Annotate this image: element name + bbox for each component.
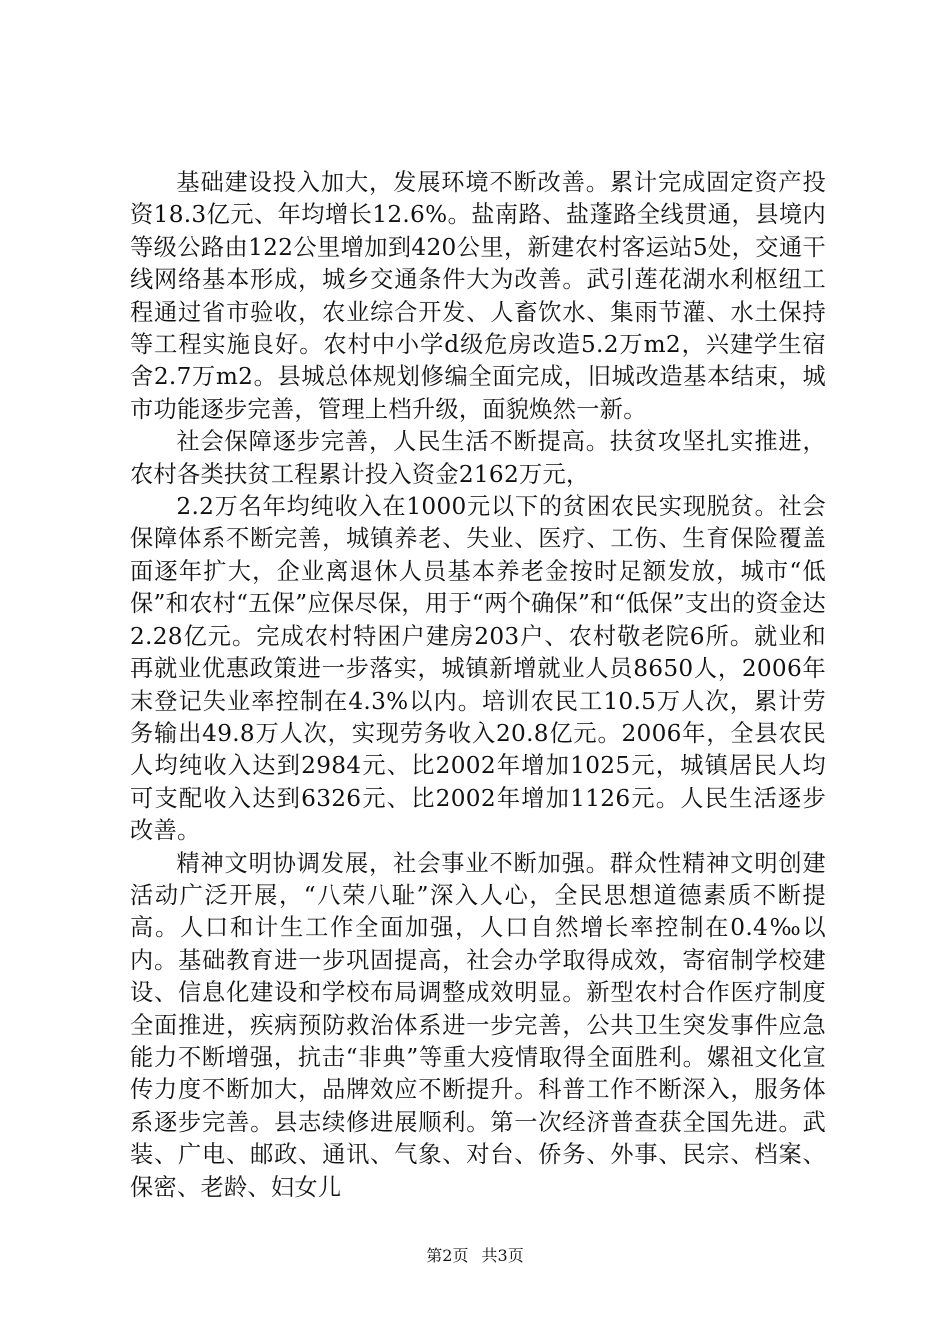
- paragraph-infrastructure: 基础建设投入加大，发展环境不断改善。累计完成固定资产投资18.3亿元、年均增长12.6%。盐南路、盐蓬路全线贯通，县境内等级公路由122公里增加到420公里，新建农村客运站5处，交通干线网络基本形成，城乡交通条件大为改善。武引莲花湖水利枢纽工程通过省市验收，农业综合开发、人畜饮水、集雨节灌、水土保持等工程实施良好。农村中小学d级危房改造5.2万m2，兴建学生宿舍2.7万m2。县城总体规划修编全面完成，旧城改造基本结束，城市功能逐步完善，管理上档升级，面貌焕然一新。: [130, 169, 826, 423]
- paragraph-poverty-relief: 2.2万名年均纯收入在1000元以下的贫困农民实现脱贫。社会保障体系不断完善，城镇养老、失业、医疗、工伤、生育保险覆盖面逐年扩大，企业离退休人员基本养老金按时足额发放，城市“低保”和农村“五保”应保尽保，用于“两个确保”和“低保”支出的资金达2.28亿元。完成农村特困户建房203户、农村敬老院6所。就业和再就业优惠政策进一步落实，城镇新增就业人员8650人，2006年末登记失业率控制在4.3%以内。培训农民工10.5万人次，累计劳务输出49.8万人次，实现劳务收入20.8亿元。2006年，全县农民人均纯收入达到2984元、比2002年增加1025元，城镇居民人均可支配收入达到6326元、比2002年增加1126元。人民生活逐步改善。: [130, 493, 826, 845]
- page-total: 共3页: [481, 1246, 524, 1265]
- paragraph-spiritual-civilization: 精神文明协调发展，社会事业不断加强。群众性精神文明创建活动广泛开展，“八荣八耻”深入人心，全民思想道德素质不断提高。人口和计生工作全面加强，人口自然增长率控制在0.4‰以内。基础教育进一步巩固提高，社会办学取得成效，寄宿制学校建设、信息化建设和学校布局调整成效明显。新型农村合作医疗制度全面推进，疾病预防救治体系进一步完善，公共卫生突发事件应急能力不断增强，抗击“非典”等重大疫情取得全面胜利。嫘祖文化宣传力度不断加大，品牌效应不断提升。科普工作不断深入，服务体系逐步完善。县志续修进展顺利。第一次经济普查获全国先进。武装、广电、邮政、通讯、气象、对台、侨务、外事、民宗、档案、保密、老龄、妇女儿: [130, 849, 826, 1201]
- page-footer: [0, 1246, 950, 1266]
- page-number: 第2页: [426, 1246, 469, 1265]
- body-text: [130, 167, 826, 1204]
- paragraph-social-security: 社会保障逐步完善，人民生活不断提高。扶贫攻坚扎实推进，农村各类扶贫工程累计投入资金2162万元，: [130, 428, 826, 488]
